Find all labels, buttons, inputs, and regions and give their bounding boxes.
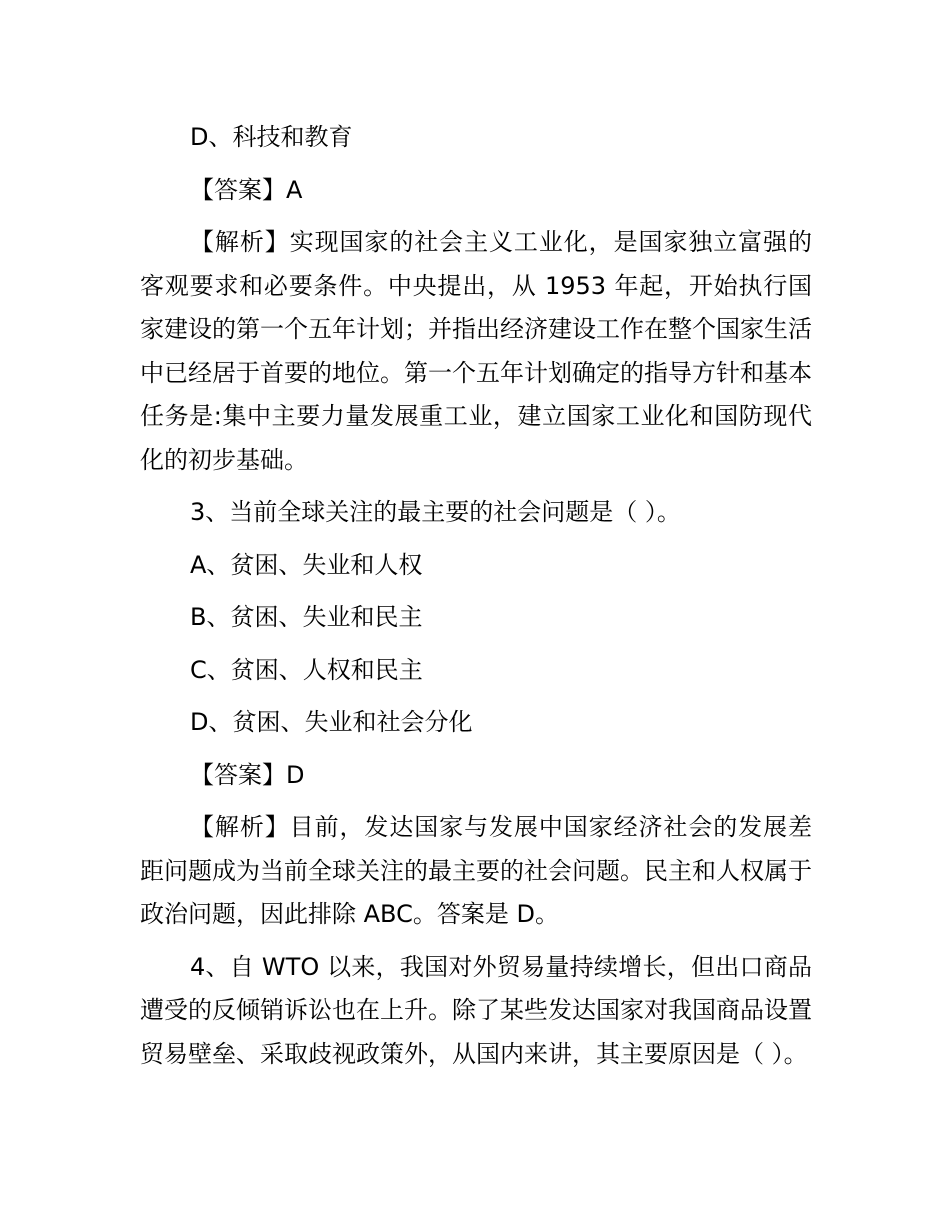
- q2-answer: 【答案】A: [190, 175, 303, 204]
- q3-option-c: C、贫困、人权和民主: [190, 655, 423, 684]
- document-body: [140, 116, 812, 1085]
- q3-analysis: 【解析】目前，发达国家与发展中国家经济社会的发展差距问题成为当前全球关注的最主要的社会问题。民主和人权属于政治问题，因此排除 ABC。答案是 D。: [140, 813, 812, 928]
- q2-analysis: 【解析】实现国家的社会主义工业化，是国家独立富强的客观要求和必要条件。中央提出，从 1953 年起，开始执行国家建设的第一个五年计划；并指出经济建设工作在整个国家生活中已经居于首要的地位。第一个五年计划确定的指导方针和基本任务是:集中主要力量发展重工业，建立国家工业化和国防现代化的初步基础。: [140, 228, 812, 474]
- q3-answer: 【答案】D: [190, 760, 305, 789]
- q2-option-d: D、科技和教育: [190, 123, 353, 151]
- q3-option-b: B、贫困、失业和民主: [190, 603, 423, 631]
- q4-question: 4、自 WTO 以来，我国对外贸易量持续增长，但出口商品遭受的反倾销诉讼也在上升。除了某些发达国家对我国商品设置贸易壁垒、采取歧视政策外，从国内来讲，其主要原因是（ ）。: [140, 952, 812, 1068]
- q3-option-d: D、贫困、失业和社会分化: [190, 708, 473, 736]
- q3-question: 3、当前全球关注的最主要的社会问题是（ ）。: [190, 498, 681, 526]
- q3-option-a: A、贫困、失业和人权: [190, 550, 423, 579]
